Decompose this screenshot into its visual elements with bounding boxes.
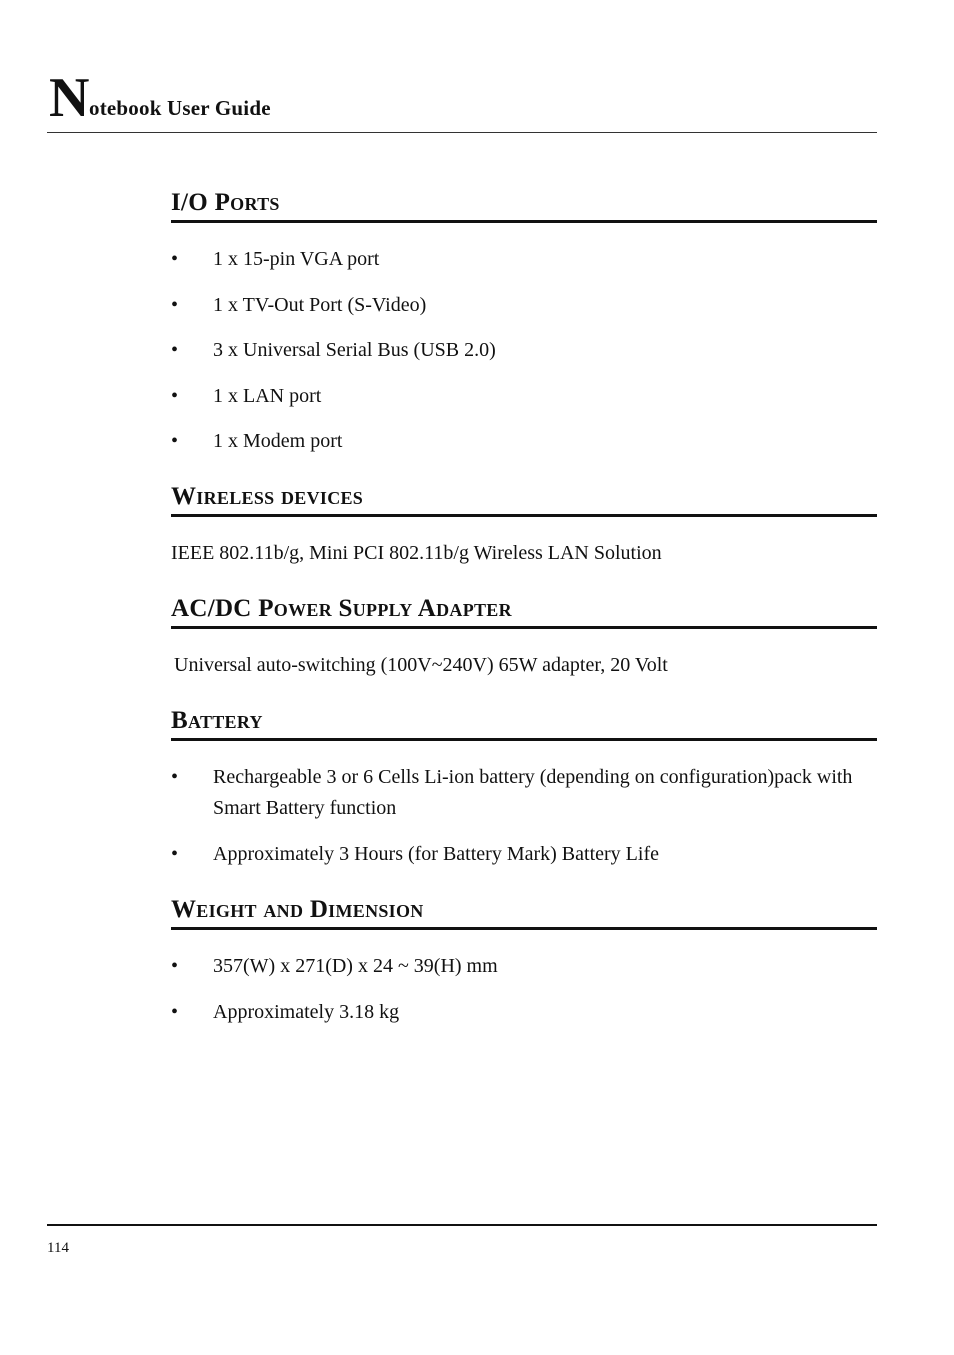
section-title-wireless: Wireless devices — [171, 482, 877, 517]
header-title: otebook User Guide — [89, 96, 271, 120]
io-ports-list — [171, 244, 877, 472]
list-item: • 1 x 15-pin VGA port — [171, 244, 877, 275]
list-item: • 1 x Modem port — [171, 426, 877, 457]
wireless-text: IEEE 802.11b/g, Mini PCI 802.11b/g Wireless LAN Solution — [171, 542, 662, 564]
list-item: • 1 x TV-Out Port (S-Video) — [171, 290, 877, 321]
power-text: Universal auto-switching (100V~240V) 65W adapter, 20 Volt — [174, 654, 668, 676]
page-number: 114 — [47, 1240, 69, 1256]
header-initial: N — [49, 67, 90, 129]
list-item: • 357(W) x 271(D) x 24 ~ 39(H) mm — [171, 951, 877, 982]
section-title-io-ports: I/O Ports — [171, 188, 877, 223]
list-item: • Approximately 3.18 kg — [171, 997, 877, 1028]
battery-list — [171, 762, 877, 884]
weight-list — [171, 951, 877, 1042]
list-item: • 1 x LAN port — [171, 381, 877, 412]
section-title-power-adapter: AC/DC Power Supply Adapter — [171, 594, 877, 629]
page-header — [47, 68, 877, 133]
list-item: • 3 x Universal Serial Bus (USB 2.0) — [171, 335, 877, 366]
list-item: • Rechargeable 3 or 6 Cells Li-ion battery (depending on configuration)pack with Smart Battery function — [171, 762, 877, 824]
footer-divider — [47, 1224, 877, 1226]
section-title-weight: Weight and Dimension — [171, 895, 877, 930]
section-title-battery: Battery — [171, 706, 877, 741]
list-item: • Approximately 3 Hours (for Battery Mark) Battery Life — [171, 839, 877, 870]
